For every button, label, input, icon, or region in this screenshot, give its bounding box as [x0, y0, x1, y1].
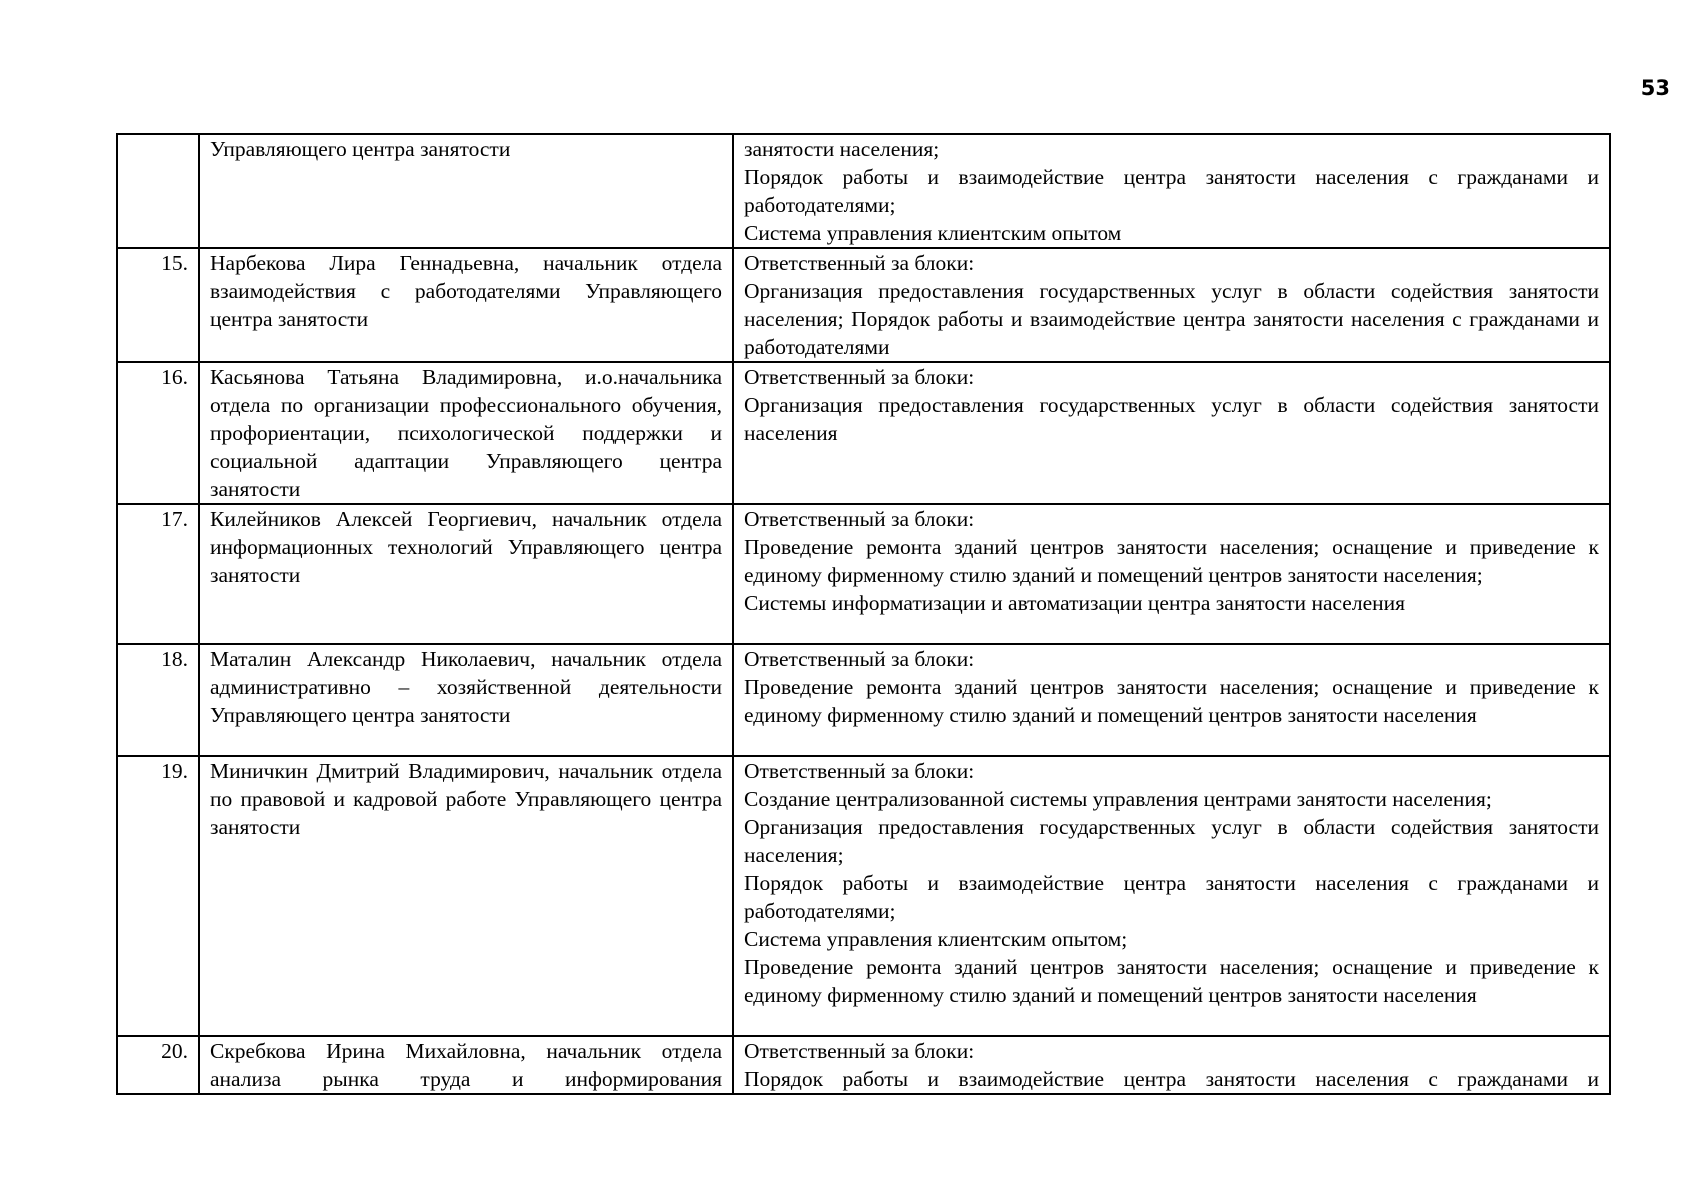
person-cell [199, 504, 733, 644]
person-text: Скребкова Ирина Михайловна, начальник отдела анализа рынка труда и информирования [210, 1039, 722, 1091]
responsibility-cell [733, 1036, 1610, 1094]
table-row [117, 756, 1610, 1036]
person-cell [199, 134, 733, 248]
responsibility-item: Проведение ремонта зданий центров занятости населения; оснащение и приведение к единому фирменному стилю зданий и помещений центров занятости населения [744, 955, 1599, 1007]
row-number: 20. [117, 1036, 199, 1094]
page-number: 53 [1640, 76, 1670, 100]
row-number [117, 134, 199, 248]
responsibility-item: Системы информатизации и автоматизации центра занятости населения [744, 591, 1406, 615]
responsibility-cell [733, 362, 1610, 504]
responsibility-cell [733, 504, 1610, 644]
responsibility-item: Ответственный за блоки: [744, 251, 975, 275]
responsibility-item: Система управления клиентским опытом; [744, 927, 1128, 951]
row-number: 18. [117, 644, 199, 756]
responsibility-item: Порядок работы и взаимодействие центра занятости населения с гражданами и работодателями; [744, 871, 1599, 923]
table-row [117, 504, 1610, 644]
row-number: 19. [117, 756, 199, 1036]
person-cell [199, 644, 733, 756]
responsibility-cell [733, 644, 1610, 756]
row-number: 15. [117, 248, 199, 362]
row-number: 17. [117, 504, 199, 644]
table-row [117, 134, 1610, 248]
person-text: Килейников Алексей Георгиевич, начальник отдела информационных технологий Управляющего центра занятости [210, 507, 722, 587]
table-row [117, 644, 1610, 756]
responsibility-item: Ответственный за блоки: [744, 365, 975, 389]
responsibility-cell [733, 756, 1610, 1036]
person-text: Управляющего центра занятости [210, 137, 511, 161]
person-cell [199, 248, 733, 362]
person-text: Миничкин Дмитрий Владимирович, начальник отдела по правовой и кадровой работе Управляющего центра занятости [210, 759, 722, 839]
responsibility-item: Ответственный за блоки: [744, 1039, 975, 1063]
person-cell [199, 756, 733, 1036]
responsibility-item: Порядок работы и взаимодействие центра занятости населения с гражданами и работодателями; [744, 165, 1599, 217]
person-cell [199, 1036, 733, 1094]
responsibility-item: Система управления клиентским опытом [744, 221, 1122, 245]
person-cell [199, 362, 733, 504]
responsibility-item: Проведение ремонта зданий центров занятости населения; оснащение и приведение к единому фирменному стилю зданий и помещений центров занятости населения [744, 675, 1599, 727]
responsibility-table [116, 133, 1611, 1095]
responsibility-item: Порядок работы и взаимодействие центра занятости населения с гражданами и [744, 1067, 1599, 1091]
table-row [117, 248, 1610, 362]
responsibility-cell [733, 134, 1610, 248]
responsibility-item: Ответственный за блоки: [744, 507, 975, 531]
responsibility-item: Организация предоставления государственных услуг в области содействия занятости населения; Порядок работы и взаимодействие центра занятости населения с гражданами и работодателями [744, 279, 1599, 359]
responsibility-cell [733, 248, 1610, 362]
responsibility-item: Ответственный за блоки: [744, 647, 975, 671]
responsibility-item: Ответственный за блоки: [744, 759, 975, 783]
responsibility-item: Организация предоставления государственных услуг в области содействия занятости населения; [744, 815, 1599, 867]
table-row [117, 362, 1610, 504]
responsibility-item: Создание централизованной системы управления центрами занятости населения; [744, 787, 1492, 811]
person-text: Касьянова Татьяна Владимировна, и.о.начальника отдела по организации профессионального обучения, профориентации, психологической поддержки и социальной адаптации Управляющего центра занятости [210, 365, 722, 501]
table-row [117, 1036, 1610, 1094]
row-number: 16. [117, 362, 199, 504]
person-text: Нарбекова Лира Геннадьевна, начальник отдела взаимодействия с работодателями Управляющего центра занятости [210, 251, 722, 331]
responsibility-item: занятости населения; [744, 137, 940, 161]
responsibility-item: Проведение ремонта зданий центров занятости населения; оснащение и приведение к единому фирменному стилю зданий и помещений центров занятости населения; [744, 535, 1599, 587]
responsibility-item: Организация предоставления государственных услуг в области содействия занятости населения [744, 393, 1599, 445]
person-text: Маталин Александр Николаевич, начальник отдела административно – хозяйственной деятельности Управляющего центра занятости [210, 647, 722, 727]
